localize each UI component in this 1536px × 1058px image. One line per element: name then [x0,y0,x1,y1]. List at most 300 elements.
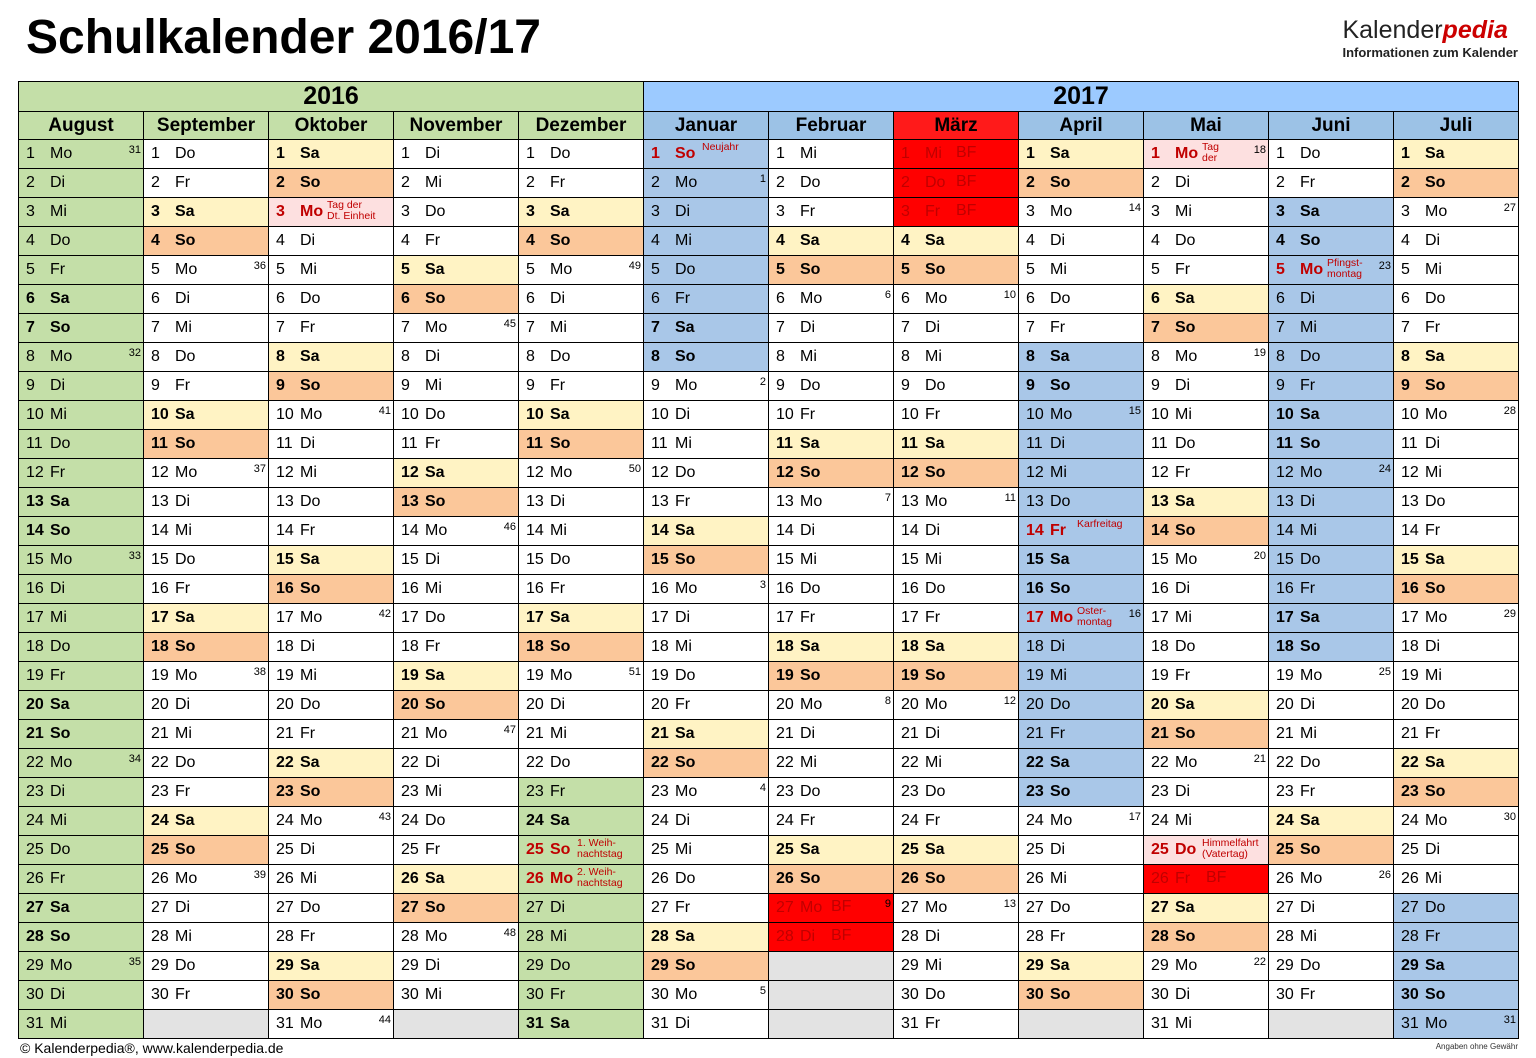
day-cell[interactable] [644,981,769,1010]
day-cell[interactable] [769,372,894,401]
day-cell[interactable] [1394,401,1519,430]
day-cell[interactable] [144,401,269,430]
day-cell[interactable] [1144,865,1269,894]
day-cell[interactable] [394,633,519,662]
day-cell[interactable] [1269,691,1394,720]
day-cell[interactable] [894,894,1019,923]
day-cell[interactable] [269,372,394,401]
day-cell[interactable] [644,256,769,285]
day-cell[interactable] [769,865,894,894]
day-cell[interactable] [19,662,144,691]
day-cell[interactable] [1019,140,1144,169]
day-cell[interactable] [1019,314,1144,343]
day-cell[interactable] [894,691,1019,720]
day-cell[interactable] [269,981,394,1010]
day-cell[interactable] [769,198,894,227]
day-cell[interactable] [394,198,519,227]
day-cell[interactable] [1144,227,1269,256]
day-cell[interactable] [769,430,894,459]
day-cell[interactable] [1269,227,1394,256]
day-cell[interactable] [394,981,519,1010]
day-cell[interactable] [519,546,644,575]
day-cell[interactable] [644,227,769,256]
day-cell[interactable] [1019,778,1144,807]
day-cell[interactable] [519,836,644,865]
day-cell[interactable] [19,923,144,952]
day-cell[interactable] [19,343,144,372]
day-cell[interactable] [1269,372,1394,401]
day-cell[interactable] [1269,343,1394,372]
day-cell[interactable] [394,894,519,923]
day-cell[interactable] [1144,517,1269,546]
day-cell[interactable] [519,604,644,633]
day-cell[interactable] [1394,517,1519,546]
day-cell[interactable] [1144,662,1269,691]
day-cell[interactable] [269,836,394,865]
day-cell[interactable] [144,604,269,633]
day-cell[interactable] [644,720,769,749]
day-cell[interactable] [894,314,1019,343]
day-cell[interactable] [1144,691,1269,720]
day-cell[interactable] [1144,1010,1269,1039]
day-cell[interactable] [1144,575,1269,604]
day-cell[interactable] [1019,720,1144,749]
day-cell[interactable] [769,401,894,430]
day-cell[interactable] [519,662,644,691]
day-cell[interactable] [394,865,519,894]
day-cell[interactable] [394,923,519,952]
day-cell[interactable] [269,604,394,633]
day-cell[interactable] [644,778,769,807]
day-cell[interactable] [519,285,644,314]
day-cell[interactable] [894,488,1019,517]
day-cell[interactable] [269,865,394,894]
day-cell[interactable] [1394,459,1519,488]
day-cell[interactable] [519,459,644,488]
day-cell[interactable] [519,198,644,227]
day-cell[interactable] [644,604,769,633]
day-cell[interactable] [894,575,1019,604]
day-cell[interactable] [769,633,894,662]
day-cell[interactable] [19,1010,144,1039]
day-cell[interactable] [144,169,269,198]
day-cell[interactable] [1019,923,1144,952]
day-cell[interactable] [519,807,644,836]
day-cell[interactable] [394,662,519,691]
day-cell[interactable] [1019,256,1144,285]
day-cell[interactable] [269,691,394,720]
day-cell[interactable] [644,575,769,604]
day-cell[interactable] [19,865,144,894]
day-cell[interactable] [769,662,894,691]
day-cell[interactable] [1019,285,1144,314]
day-cell[interactable] [1019,604,1144,633]
day-cell[interactable] [269,778,394,807]
day-cell[interactable] [894,778,1019,807]
day-cell[interactable] [19,314,144,343]
day-cell[interactable] [1269,430,1394,459]
day-cell[interactable] [769,314,894,343]
day-cell[interactable] [1019,836,1144,865]
day-cell[interactable] [894,749,1019,778]
day-cell[interactable] [769,807,894,836]
day-cell[interactable] [894,923,1019,952]
day-cell[interactable] [1019,662,1144,691]
day-cell[interactable] [1269,894,1394,923]
day-cell[interactable] [1394,807,1519,836]
day-cell[interactable] [1269,865,1394,894]
day-cell[interactable] [1019,749,1144,778]
day-cell[interactable] [644,140,769,169]
day-cell[interactable] [1269,981,1394,1010]
day-cell[interactable] [1394,256,1519,285]
day-cell[interactable] [894,1010,1019,1039]
day-cell[interactable] [1394,633,1519,662]
day-cell[interactable] [1394,923,1519,952]
day-cell[interactable] [644,343,769,372]
day-cell[interactable] [769,836,894,865]
day-cell[interactable] [1394,488,1519,517]
day-cell[interactable] [1144,314,1269,343]
day-cell[interactable] [644,198,769,227]
day-cell[interactable] [144,488,269,517]
day-cell[interactable] [1144,604,1269,633]
day-cell[interactable] [644,459,769,488]
day-cell[interactable] [19,778,144,807]
day-cell[interactable] [19,575,144,604]
day-cell[interactable] [1394,865,1519,894]
day-cell[interactable] [519,575,644,604]
day-cell[interactable] [1144,372,1269,401]
day-cell[interactable] [1144,894,1269,923]
day-cell[interactable] [144,517,269,546]
day-cell[interactable] [644,662,769,691]
day-cell[interactable] [519,314,644,343]
day-cell[interactable] [894,401,1019,430]
day-cell[interactable] [519,140,644,169]
day-cell[interactable] [519,430,644,459]
day-cell[interactable] [1394,778,1519,807]
day-cell[interactable] [644,865,769,894]
day-cell[interactable] [644,923,769,952]
day-cell[interactable] [269,459,394,488]
day-cell[interactable] [519,227,644,256]
day-cell[interactable] [1269,517,1394,546]
day-cell[interactable] [1144,256,1269,285]
day-cell[interactable] [519,401,644,430]
day-cell[interactable] [144,720,269,749]
day-cell[interactable] [269,633,394,662]
day-cell[interactable] [769,575,894,604]
day-cell[interactable] [1269,256,1394,285]
day-cell[interactable] [894,952,1019,981]
day-cell[interactable] [1394,140,1519,169]
day-cell[interactable] [1144,140,1269,169]
day-cell[interactable] [769,459,894,488]
day-cell[interactable] [1019,343,1144,372]
day-cell[interactable] [769,894,894,923]
day-cell[interactable] [644,807,769,836]
day-cell[interactable] [519,343,644,372]
day-cell[interactable] [394,169,519,198]
day-cell[interactable] [769,923,894,952]
day-cell[interactable] [394,430,519,459]
day-cell[interactable] [1269,314,1394,343]
day-cell[interactable] [1269,459,1394,488]
day-cell[interactable] [144,198,269,227]
day-cell[interactable] [1019,633,1144,662]
day-cell[interactable] [894,140,1019,169]
day-cell[interactable] [1019,691,1144,720]
day-cell[interactable] [144,807,269,836]
day-cell[interactable] [394,314,519,343]
day-cell[interactable] [269,488,394,517]
day-cell[interactable] [644,749,769,778]
day-cell[interactable] [644,546,769,575]
day-cell[interactable] [269,314,394,343]
day-cell[interactable] [644,836,769,865]
day-cell[interactable] [394,575,519,604]
day-cell[interactable] [644,401,769,430]
day-cell[interactable] [769,691,894,720]
day-cell[interactable] [19,546,144,575]
day-cell[interactable] [1019,952,1144,981]
day-cell[interactable] [394,778,519,807]
day-cell[interactable] [144,459,269,488]
day-cell[interactable] [1269,169,1394,198]
day-cell[interactable] [19,227,144,256]
day-cell[interactable] [644,952,769,981]
day-cell[interactable] [1144,169,1269,198]
day-cell[interactable] [644,285,769,314]
day-cell[interactable] [769,343,894,372]
day-cell[interactable] [1269,604,1394,633]
day-cell[interactable] [1144,285,1269,314]
day-cell[interactable] [394,749,519,778]
day-cell[interactable] [19,836,144,865]
day-cell[interactable] [769,285,894,314]
day-cell[interactable] [1144,488,1269,517]
day-cell[interactable] [769,488,894,517]
day-cell[interactable] [894,546,1019,575]
day-cell[interactable] [394,459,519,488]
day-cell[interactable] [1019,807,1144,836]
day-cell[interactable] [144,227,269,256]
day-cell[interactable] [1144,720,1269,749]
day-cell[interactable] [1144,198,1269,227]
day-cell[interactable] [144,256,269,285]
day-cell[interactable] [19,720,144,749]
day-cell[interactable] [769,546,894,575]
day-cell[interactable] [769,256,894,285]
day-cell[interactable] [144,633,269,662]
day-cell[interactable] [269,923,394,952]
day-cell[interactable] [269,169,394,198]
day-cell[interactable] [519,894,644,923]
day-cell[interactable] [269,662,394,691]
day-cell[interactable] [269,720,394,749]
day-cell[interactable] [19,807,144,836]
day-cell[interactable] [1144,807,1269,836]
day-cell[interactable] [1269,285,1394,314]
day-cell[interactable] [1394,285,1519,314]
day-cell[interactable] [894,633,1019,662]
day-cell[interactable] [894,459,1019,488]
day-cell[interactable] [1019,981,1144,1010]
day-cell[interactable] [1144,952,1269,981]
day-cell[interactable] [144,778,269,807]
day-cell[interactable] [1269,633,1394,662]
day-cell[interactable] [394,401,519,430]
day-cell[interactable] [894,807,1019,836]
day-cell[interactable] [519,778,644,807]
day-cell[interactable] [269,227,394,256]
day-cell[interactable] [19,459,144,488]
day-cell[interactable] [1144,546,1269,575]
day-cell[interactable] [19,604,144,633]
day-cell[interactable] [1269,488,1394,517]
day-cell[interactable] [269,575,394,604]
day-cell[interactable] [1144,633,1269,662]
day-cell[interactable] [144,372,269,401]
day-cell[interactable] [519,691,644,720]
day-cell[interactable] [269,430,394,459]
day-cell[interactable] [1394,430,1519,459]
day-cell[interactable] [1394,343,1519,372]
day-cell[interactable] [1394,981,1519,1010]
day-cell[interactable] [394,140,519,169]
day-cell[interactable] [269,807,394,836]
day-cell[interactable] [519,256,644,285]
day-cell[interactable] [394,720,519,749]
day-cell[interactable] [519,865,644,894]
day-cell[interactable] [519,720,644,749]
day-cell[interactable] [894,169,1019,198]
day-cell[interactable] [644,372,769,401]
day-cell[interactable] [1394,691,1519,720]
day-cell[interactable] [1394,1010,1519,1039]
day-cell[interactable] [19,517,144,546]
day-cell[interactable] [894,372,1019,401]
day-cell[interactable] [19,198,144,227]
day-cell[interactable] [269,749,394,778]
day-cell[interactable] [1394,604,1519,633]
day-cell[interactable] [1394,227,1519,256]
day-cell[interactable] [644,430,769,459]
day-cell[interactable] [1394,198,1519,227]
day-cell[interactable] [894,343,1019,372]
day-cell[interactable] [269,546,394,575]
day-cell[interactable] [1269,546,1394,575]
day-cell[interactable] [769,720,894,749]
day-cell[interactable] [144,923,269,952]
day-cell[interactable] [144,285,269,314]
day-cell[interactable] [769,227,894,256]
day-cell[interactable] [394,343,519,372]
day-cell[interactable] [269,1010,394,1039]
day-cell[interactable] [394,372,519,401]
day-cell[interactable] [519,488,644,517]
day-cell[interactable] [144,575,269,604]
day-cell[interactable] [894,865,1019,894]
day-cell[interactable] [1019,401,1144,430]
day-cell[interactable] [769,140,894,169]
day-cell[interactable] [769,778,894,807]
day-cell[interactable] [19,749,144,778]
day-cell[interactable] [1144,459,1269,488]
day-cell[interactable] [894,662,1019,691]
day-cell[interactable] [269,894,394,923]
day-cell[interactable] [1269,198,1394,227]
day-cell[interactable] [769,517,894,546]
day-cell[interactable] [144,865,269,894]
day-cell[interactable] [1394,720,1519,749]
day-cell[interactable] [1019,227,1144,256]
day-cell[interactable] [269,401,394,430]
day-cell[interactable] [19,952,144,981]
day-cell[interactable] [394,691,519,720]
day-cell[interactable] [1269,140,1394,169]
day-cell[interactable] [1269,836,1394,865]
day-cell[interactable] [1269,807,1394,836]
day-cell[interactable] [19,169,144,198]
day-cell[interactable] [1394,575,1519,604]
day-cell[interactable] [519,981,644,1010]
day-cell[interactable] [144,836,269,865]
day-cell[interactable] [144,662,269,691]
day-cell[interactable] [894,256,1019,285]
day-cell[interactable] [1394,894,1519,923]
day-cell[interactable] [1019,546,1144,575]
day-cell[interactable] [269,343,394,372]
day-cell[interactable] [144,140,269,169]
day-cell[interactable] [1394,836,1519,865]
day-cell[interactable] [894,720,1019,749]
day-cell[interactable] [519,633,644,662]
day-cell[interactable] [269,140,394,169]
day-cell[interactable] [1269,401,1394,430]
day-cell[interactable] [1144,778,1269,807]
day-cell[interactable] [394,256,519,285]
day-cell[interactable] [19,633,144,662]
day-cell[interactable] [894,227,1019,256]
day-cell[interactable] [1394,169,1519,198]
day-cell[interactable] [894,604,1019,633]
day-cell[interactable] [644,169,769,198]
day-cell[interactable] [1019,459,1144,488]
day-cell[interactable] [894,430,1019,459]
day-cell[interactable] [269,198,394,227]
day-cell[interactable] [1144,981,1269,1010]
day-cell[interactable] [519,749,644,778]
day-cell[interactable] [519,517,644,546]
day-cell[interactable] [19,140,144,169]
day-cell[interactable] [1019,372,1144,401]
day-cell[interactable] [269,952,394,981]
day-cell[interactable] [144,952,269,981]
day-cell[interactable] [1269,575,1394,604]
day-cell[interactable] [894,836,1019,865]
day-cell[interactable] [1019,430,1144,459]
day-cell[interactable] [394,546,519,575]
day-cell[interactable] [894,285,1019,314]
day-cell[interactable] [1144,749,1269,778]
day-cell[interactable] [1144,836,1269,865]
day-cell[interactable] [1144,430,1269,459]
day-cell[interactable] [394,517,519,546]
day-cell[interactable] [19,401,144,430]
day-cell[interactable] [144,691,269,720]
